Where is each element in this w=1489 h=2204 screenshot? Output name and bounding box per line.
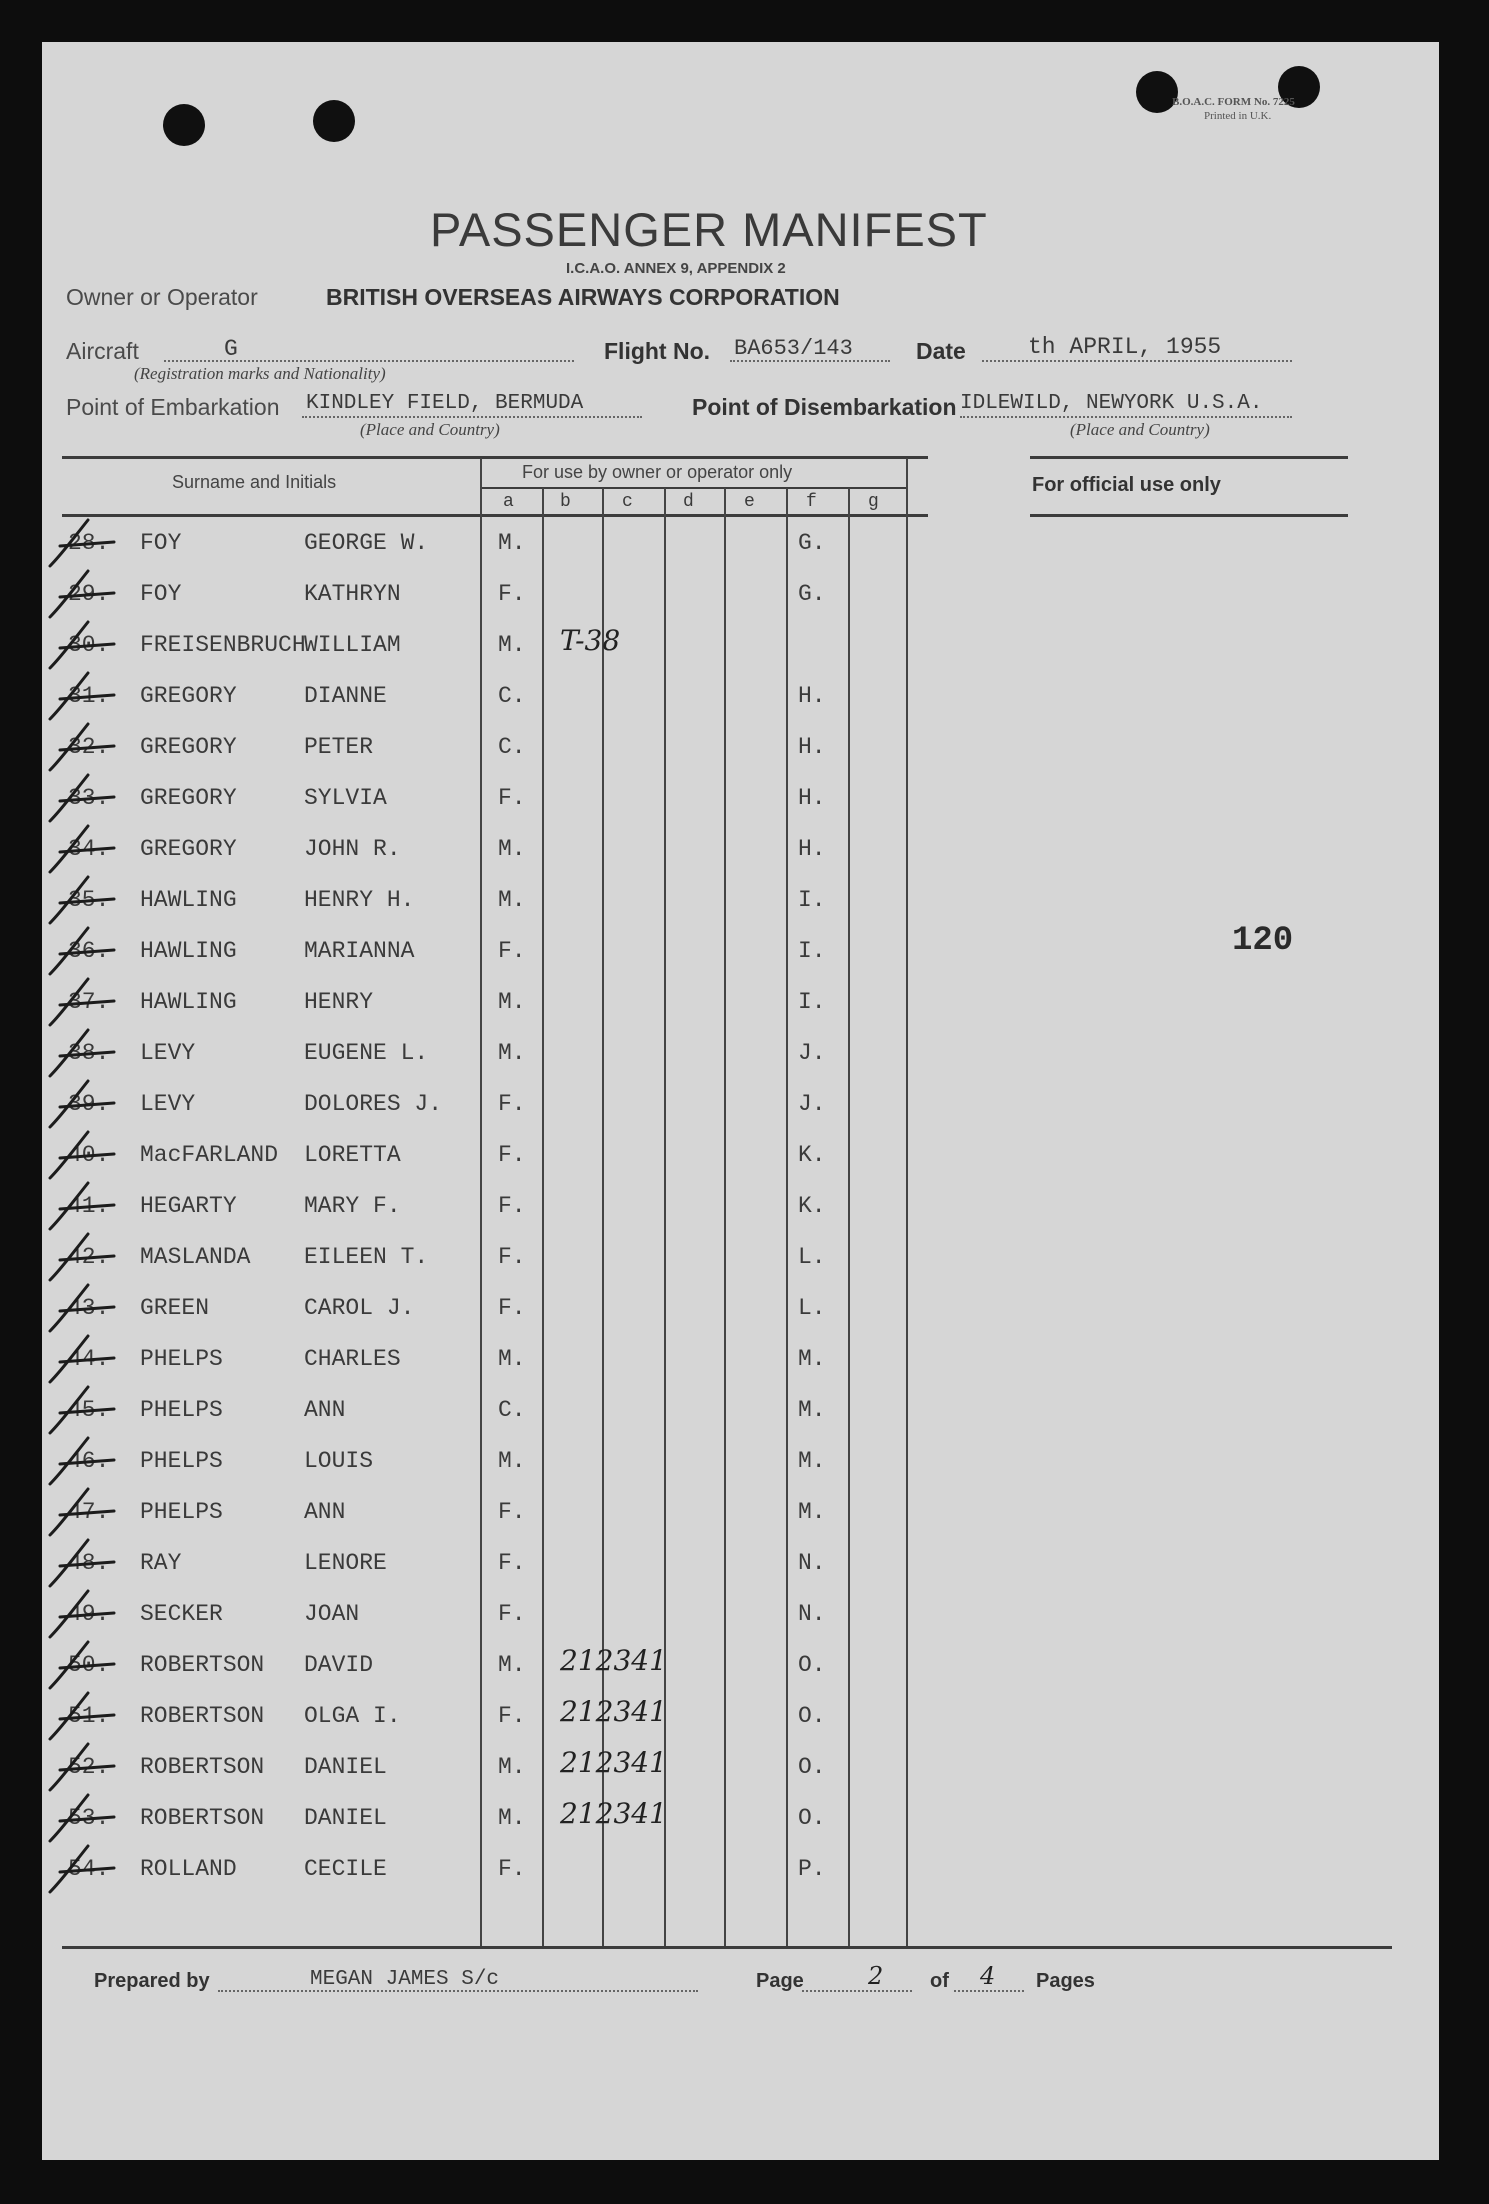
row-number: 53.: [68, 1805, 110, 1831]
row-col-a: M.: [498, 1805, 526, 1831]
page-value: 2: [868, 1962, 884, 1990]
column-letter-b: b: [560, 492, 571, 512]
row-col-f: G.: [798, 530, 826, 556]
aircraft-caption: (Registration marks and Nationality): [134, 364, 386, 383]
row-col-f: P.: [798, 1856, 826, 1882]
column-owner-use-header: For use by owner or operator only: [522, 462, 793, 482]
row-col-f: M.: [798, 1448, 826, 1474]
tick-mark: [50, 1693, 114, 1739]
row-col-a: C.: [498, 1397, 526, 1423]
row-number: 49.: [68, 1601, 110, 1627]
printed-in: Printed in U.K.: [1204, 110, 1272, 122]
row-surname: FOY: [140, 581, 182, 607]
tick-mark: [50, 1642, 114, 1688]
row-surname: ROBERTSON: [140, 1754, 265, 1780]
tick-mark: [50, 1744, 114, 1790]
disembarkation-value: IDLEWILD, NEWYORK U.S.A.: [960, 392, 1263, 415]
row-surname: FREISENBRUCH: [140, 632, 306, 658]
row-col-f: H.: [798, 683, 826, 709]
row-given-name: EUGENE L.: [304, 1040, 429, 1066]
date-value: th APRIL, 1955: [1028, 334, 1222, 360]
embarkation-value: KINDLEY FIELD, BERMUDA: [306, 392, 584, 415]
page-subtitle: I.C.A.O. ANNEX 9, APPENDIX 2: [566, 260, 786, 277]
tick-mark: [50, 979, 114, 1025]
row-col-a: C.: [498, 734, 526, 760]
aircraft-value: G: [224, 336, 238, 362]
column-letter-c: c: [622, 492, 633, 512]
row-number: 29.: [68, 581, 110, 607]
tick-mark: [50, 1489, 114, 1535]
row-number: 30.: [68, 632, 110, 658]
row-given-name: OLGA I.: [304, 1703, 401, 1729]
row-number: 42.: [68, 1244, 110, 1270]
page-title: PASSENGER MANIFEST: [430, 203, 988, 256]
row-col-f: K.: [798, 1142, 826, 1168]
row-surname: GREGORY: [140, 836, 237, 862]
row-given-name: LOUIS: [304, 1448, 374, 1474]
row-surname: GREGORY: [140, 734, 237, 760]
of-value: 4: [980, 1962, 996, 1990]
tick-mark: [50, 673, 114, 719]
row-number: 41.: [68, 1193, 110, 1219]
row-given-name: MARIANNA: [304, 938, 415, 964]
row-number: 45.: [68, 1397, 110, 1423]
column-letter-d: d: [683, 492, 694, 512]
tick-mark: [50, 826, 114, 872]
row-col-a: M.: [498, 1040, 526, 1066]
disembarkation-label: Point of Disembarkation: [692, 394, 957, 420]
row-col-b-handwritten: T-38: [560, 624, 621, 657]
row-given-name: CECILE: [304, 1856, 387, 1882]
row-col-f: O.: [798, 1805, 826, 1831]
tick-mark: [50, 1183, 114, 1229]
row-col-f: M.: [798, 1397, 826, 1423]
row-col-a: F.: [498, 581, 526, 607]
row-col-b-handwritten: 212341: [560, 1797, 667, 1830]
row-given-name: SYLVIA: [304, 785, 387, 811]
embarkation-label: Point of Embarkation: [66, 394, 280, 420]
row-given-name: DIANNE: [304, 683, 387, 709]
tick-mark: [50, 1540, 114, 1586]
form-code: B.O.A.C. FORM No. 7225: [1172, 96, 1295, 108]
row-col-a: C.: [498, 683, 526, 709]
row-col-f: L.: [798, 1295, 826, 1321]
row-number: 35.: [68, 887, 110, 913]
row-col-a: F.: [498, 1091, 526, 1117]
row-surname: MacFARLAND: [140, 1142, 279, 1168]
row-col-f: O.: [798, 1652, 826, 1678]
row-given-name: JOHN R.: [304, 836, 401, 862]
row-col-a: M.: [498, 989, 526, 1015]
tick-mark: [50, 1285, 114, 1331]
column-official-header: For official use only: [1032, 474, 1221, 496]
row-col-a: M.: [498, 632, 526, 658]
tick-mark: [50, 928, 114, 974]
row-col-f: H.: [798, 836, 826, 862]
row-given-name: EILEEN T.: [304, 1244, 429, 1270]
row-number: 51.: [68, 1703, 110, 1729]
column-letter-g: g: [868, 492, 879, 512]
row-number: 36.: [68, 938, 110, 964]
row-col-b-handwritten: 212341: [560, 1695, 667, 1728]
tick-mark: [50, 1030, 114, 1076]
row-given-name: CHARLES: [304, 1346, 401, 1372]
owner-value: BRITISH OVERSEAS AIRWAYS CORPORATION: [326, 284, 840, 310]
row-col-b-handwritten: 212341: [560, 1644, 667, 1677]
flight-value: BA653/143: [734, 336, 853, 361]
pages-label: Pages: [1036, 1970, 1095, 1992]
row-col-f: N.: [798, 1550, 826, 1576]
row-given-name: MARY F.: [304, 1193, 401, 1219]
prepared-by-value: MEGAN JAMES S/c: [310, 1968, 500, 1991]
row-given-name: LORETTA: [304, 1142, 401, 1168]
tick-mark: [50, 1795, 114, 1841]
row-given-name: DANIEL: [304, 1805, 387, 1831]
tick-mark: [50, 1591, 114, 1637]
row-number: 46.: [68, 1448, 110, 1474]
row-col-a: M.: [498, 887, 526, 913]
row-number: 33.: [68, 785, 110, 811]
disembarkation-caption: (Place and Country): [1070, 420, 1210, 439]
row-surname: HAWLING: [140, 989, 237, 1015]
row-surname: LEVY: [140, 1040, 196, 1066]
tick-mark: [50, 622, 114, 668]
row-given-name: LENORE: [304, 1550, 387, 1576]
embarkation-caption: (Place and Country): [360, 420, 500, 439]
row-surname: PHELPS: [140, 1448, 223, 1474]
tick-mark: [50, 1387, 114, 1433]
row-surname: ROBERTSON: [140, 1805, 265, 1831]
row-number: 54.: [68, 1856, 110, 1882]
row-col-a: F.: [498, 1499, 526, 1525]
row-surname: MASLANDA: [140, 1244, 251, 1270]
row-col-b-handwritten: 212341: [560, 1746, 667, 1779]
row-col-a: M.: [498, 1652, 526, 1678]
row-col-f: K.: [798, 1193, 826, 1219]
row-given-name: DANIEL: [304, 1754, 387, 1780]
row-given-name: ANN: [304, 1397, 346, 1423]
row-col-f: L.: [798, 1244, 826, 1270]
row-number: 32.: [68, 734, 110, 760]
tick-mark: [50, 571, 114, 617]
row-surname: HAWLING: [140, 938, 237, 964]
row-col-a: F.: [498, 1703, 526, 1729]
row-surname: FOY: [140, 530, 182, 556]
row-col-f: G.: [798, 581, 826, 607]
row-number: 47.: [68, 1499, 110, 1525]
row-col-a: F.: [498, 1601, 526, 1627]
row-number: 43.: [68, 1295, 110, 1321]
date-label: Date: [916, 338, 966, 364]
row-given-name: JOAN: [304, 1601, 360, 1627]
official-number: 120: [1232, 922, 1294, 960]
column-letter-a: a: [503, 492, 514, 512]
row-number: 52.: [68, 1754, 110, 1780]
row-col-a: F.: [498, 1550, 526, 1576]
tick-mark: [50, 1846, 114, 1892]
row-col-f: H.: [798, 734, 826, 760]
row-col-a: M.: [498, 836, 526, 862]
handwritten-tick-marks: [42, 42, 1439, 2160]
owner-label: Owner or Operator: [66, 284, 258, 310]
row-number: 39.: [68, 1091, 110, 1117]
tick-mark: [50, 1132, 114, 1178]
row-given-name: DAVID: [304, 1652, 374, 1678]
row-col-a: F.: [498, 1142, 526, 1168]
row-surname: PHELPS: [140, 1346, 223, 1372]
row-col-f: O.: [798, 1703, 826, 1729]
row-number: 38.: [68, 1040, 110, 1066]
row-col-f: I.: [798, 989, 826, 1015]
tick-mark: [50, 877, 114, 923]
row-number: 34.: [68, 836, 110, 862]
row-col-a: F.: [498, 785, 526, 811]
row-given-name: HENRY H.: [304, 887, 415, 913]
page-label: Page: [756, 1970, 804, 1992]
row-number: 48.: [68, 1550, 110, 1576]
row-number: 31.: [68, 683, 110, 709]
row-given-name: DOLORES J.: [304, 1091, 443, 1117]
row-surname: GREEN: [140, 1295, 210, 1321]
row-col-f: J.: [798, 1040, 826, 1066]
footer-rule: [62, 1946, 1392, 1949]
row-col-f: M.: [798, 1499, 826, 1525]
row-col-a: F.: [498, 938, 526, 964]
row-col-f: N.: [798, 1601, 826, 1627]
row-surname: ROLLAND: [140, 1856, 237, 1882]
manifest-sheet: [42, 42, 1439, 2160]
row-number: 28.: [68, 530, 110, 556]
row-surname: GREGORY: [140, 683, 237, 709]
tick-mark: [50, 1081, 114, 1127]
row-given-name: CAROL J.: [304, 1295, 415, 1321]
row-given-name: HENRY: [304, 989, 374, 1015]
row-surname: HEGARTY: [140, 1193, 237, 1219]
aircraft-label: Aircraft: [66, 338, 139, 364]
row-number: 37.: [68, 989, 110, 1015]
row-given-name: GEORGE W.: [304, 530, 429, 556]
row-number: 44.: [68, 1346, 110, 1372]
row-surname: GREGORY: [140, 785, 237, 811]
row-surname: ROBERTSON: [140, 1703, 265, 1729]
row-col-a: M.: [498, 1448, 526, 1474]
row-surname: ROBERTSON: [140, 1652, 265, 1678]
row-surname: PHELPS: [140, 1499, 223, 1525]
row-col-a: M.: [498, 530, 526, 556]
row-surname: SECKER: [140, 1601, 223, 1627]
row-col-f: M.: [798, 1346, 826, 1372]
tick-mark: [50, 520, 114, 566]
row-surname: RAY: [140, 1550, 182, 1576]
row-col-f: J.: [798, 1091, 826, 1117]
column-letter-f: f: [806, 492, 817, 512]
column-letter-e: e: [744, 492, 755, 512]
tick-mark: [50, 1336, 114, 1382]
row-given-name: PETER: [304, 734, 374, 760]
row-given-name: KATHRYN: [304, 581, 401, 607]
tick-mark: [50, 1234, 114, 1280]
row-col-a: M.: [498, 1346, 526, 1372]
row-col-a: F.: [498, 1295, 526, 1321]
row-col-f: I.: [798, 938, 826, 964]
flight-label: Flight No.: [604, 338, 711, 364]
of-line: [954, 1990, 1024, 1992]
row-surname: LEVY: [140, 1091, 196, 1117]
tick-mark: [50, 1438, 114, 1484]
row-given-name: WILLIAM: [304, 632, 401, 658]
row-surname: HAWLING: [140, 887, 237, 913]
row-col-a: M.: [498, 1754, 526, 1780]
row-col-a: F.: [498, 1856, 526, 1882]
tick-mark: [50, 724, 114, 770]
tick-mark: [50, 775, 114, 821]
row-col-a: F.: [498, 1193, 526, 1219]
of-label: of: [930, 1970, 949, 1992]
row-col-f: I.: [798, 887, 826, 913]
row-col-f: O.: [798, 1754, 826, 1780]
column-surname-header: Surname and Initials: [172, 472, 337, 492]
row-surname: PHELPS: [140, 1397, 223, 1423]
row-given-name: ANN: [304, 1499, 346, 1525]
prepared-by-label: Prepared by: [94, 1970, 210, 1992]
row-col-f: H.: [798, 785, 826, 811]
row-col-a: F.: [498, 1244, 526, 1270]
page-line: [802, 1990, 912, 1992]
row-number: 50.: [68, 1652, 110, 1678]
row-number: 40.: [68, 1142, 110, 1168]
